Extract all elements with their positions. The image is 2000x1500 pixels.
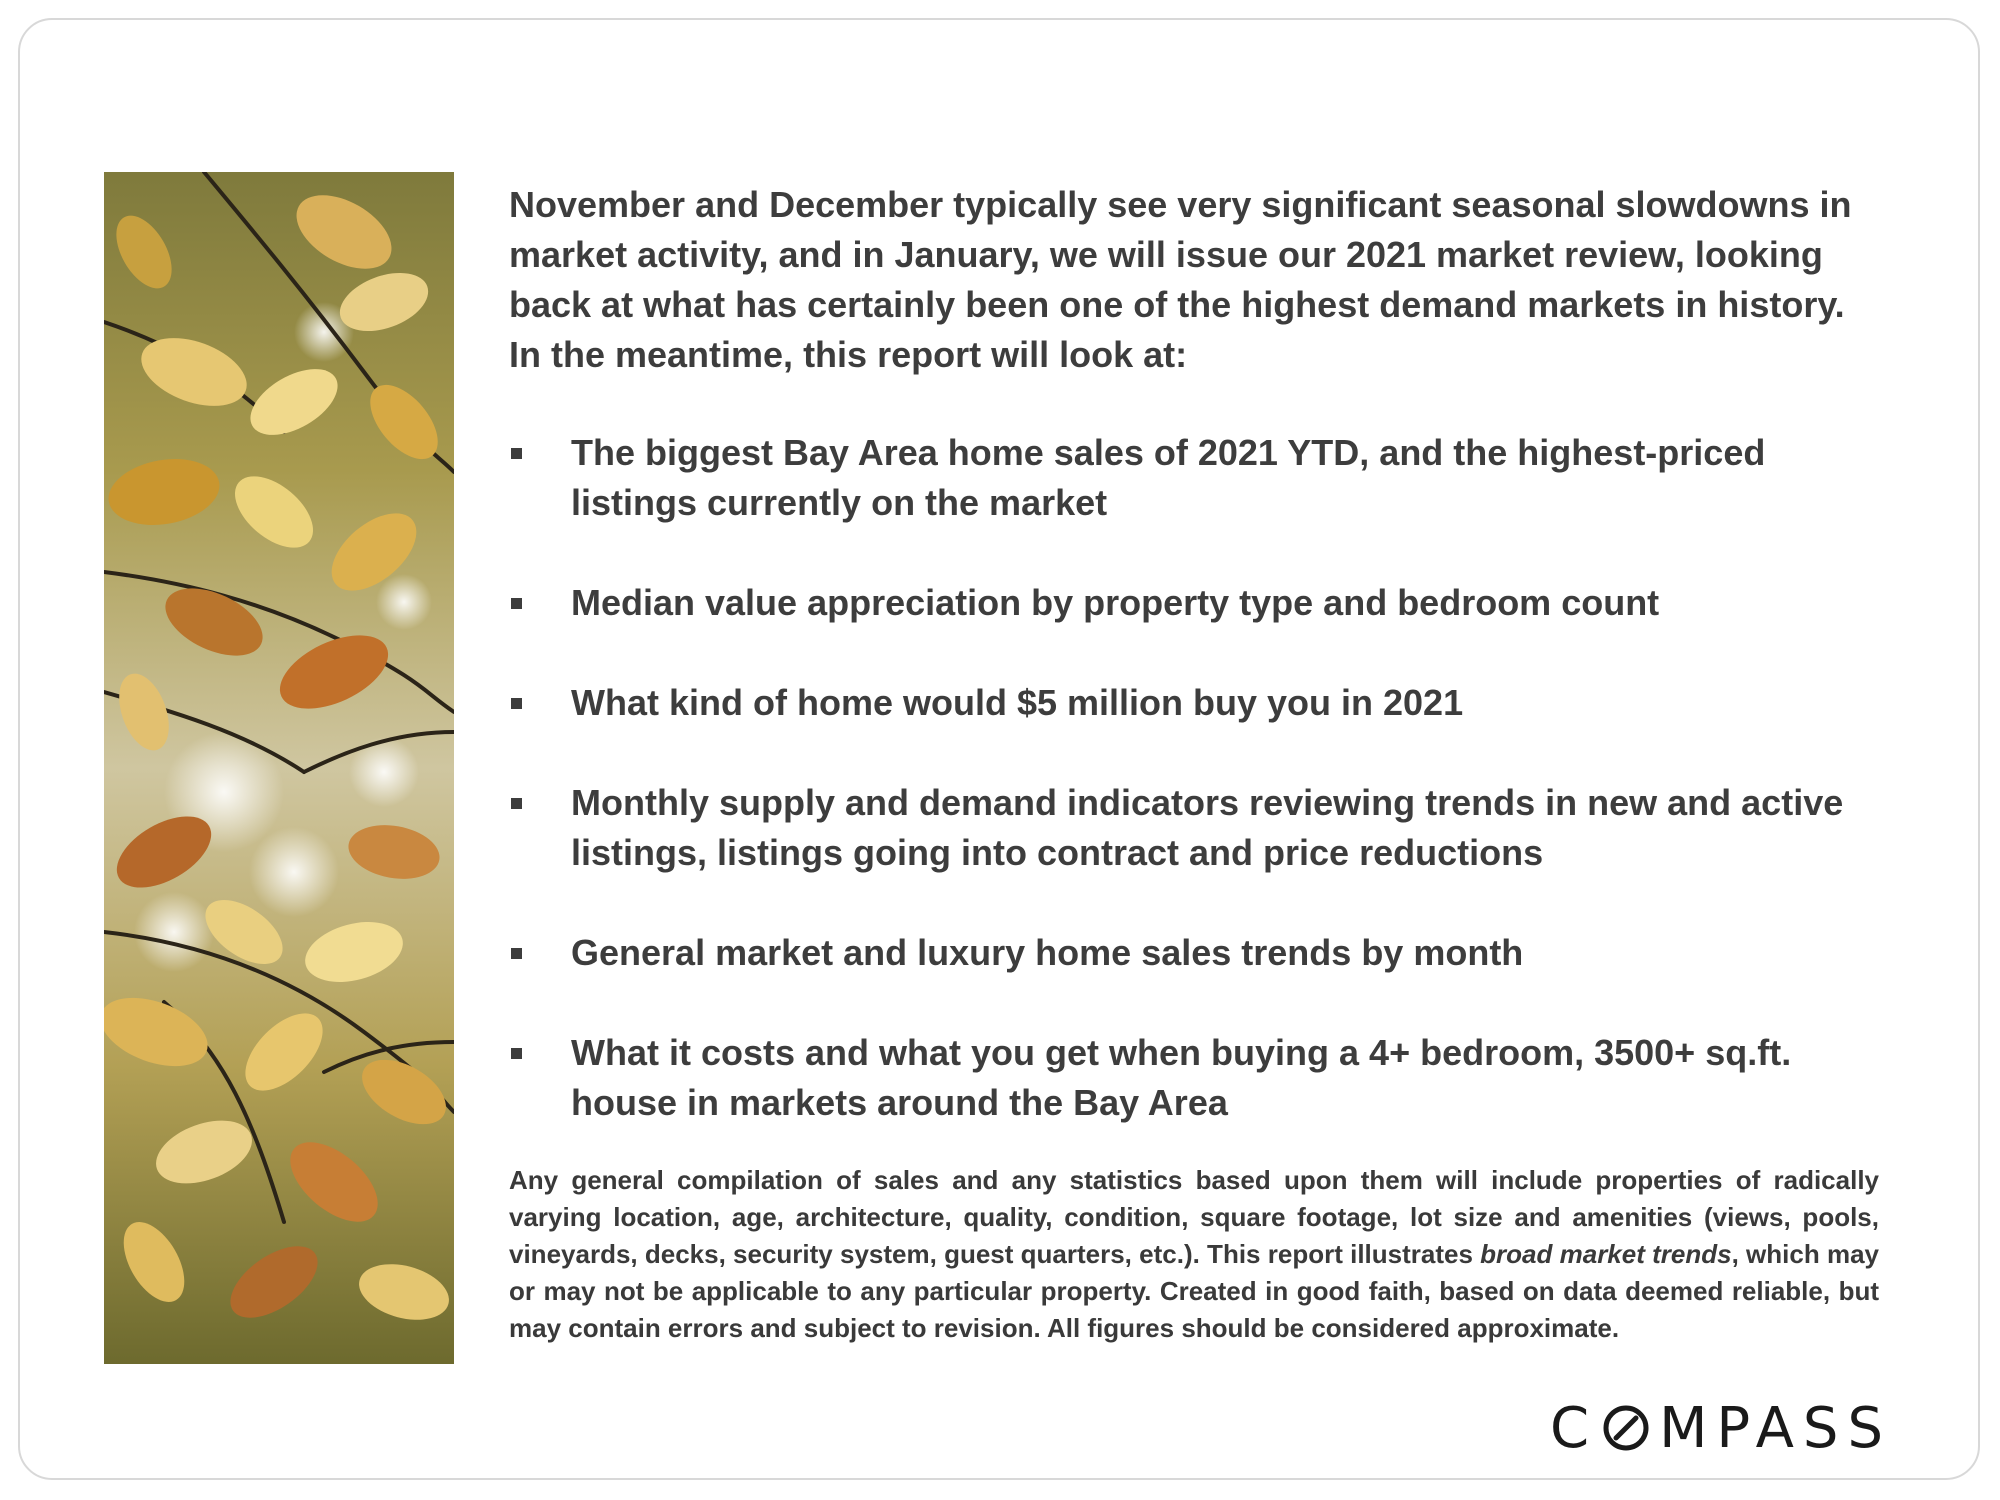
topic-item xyxy=(509,678,1879,728)
square-bullet-icon xyxy=(511,598,522,609)
topic-item xyxy=(509,1028,1879,1128)
disclaimer-text xyxy=(509,1162,1879,1347)
square-bullet-icon xyxy=(511,1048,522,1059)
logo-suffix: MPASS xyxy=(1659,1395,1893,1461)
square-bullet-icon xyxy=(511,798,522,809)
autumn-leaves-image xyxy=(104,172,454,1364)
slide-frame xyxy=(18,18,1980,1480)
compass-o-icon xyxy=(1602,1404,1650,1452)
topic-item xyxy=(509,928,1879,978)
topic-item xyxy=(509,578,1879,628)
square-bullet-icon xyxy=(511,698,522,709)
compass-logo xyxy=(1550,1395,1893,1461)
topic-text: Monthly supply and demand indicators reviewing trends in new and active listings, listings going into contract and price reductions xyxy=(571,782,1844,873)
square-bullet-icon xyxy=(511,948,522,959)
topic-item xyxy=(509,778,1879,878)
topic-text: The biggest Bay Area home sales of 2021 YTD, and the highest-priced listings currently on the market xyxy=(571,432,1766,523)
topics-list xyxy=(509,428,1879,1128)
autumn-leaves-illustration xyxy=(104,172,454,1364)
square-bullet-icon xyxy=(511,448,522,459)
disclaimer-emphasis: broad market trends xyxy=(1480,1239,1732,1269)
disclaimer-part-1: Any general compilation of sales and any statistics based upon them will include properties of radically varying location, age, architecture, quality, condition, square footage, lot size and amenities (views, pools, vineyards, decks, security system, guest quarters, etc.). This report illustrates xyxy=(509,1165,1879,1269)
logo-prefix: C xyxy=(1550,1395,1599,1461)
topic-text: Median value appreciation by property type and bedroom count xyxy=(571,582,1660,623)
intro-paragraph: November and December typically see very significant seasonal slowdowns in market activity, and in January, we will issue our 2021 market review, looking back at what has certainly been one of the highest demand markets in history. In the meantime, this report will look at: xyxy=(509,184,1852,375)
disclaimer-part-2: , which may or may not be applicable to any particular property. Created in good faith, based on data deemed reliable, but may contain errors and subject to revision. All figures should be considered approximate. xyxy=(509,1239,1879,1343)
topic-item xyxy=(509,428,1879,528)
topic-text: What it costs and what you get when buying a 4+ bedroom, 3500+ sq.ft. house in markets around the Bay Area xyxy=(571,1032,1792,1123)
report-contents xyxy=(509,180,1879,1347)
topic-text: What kind of home would $5 million buy you in 2021 xyxy=(571,682,1464,723)
topic-text: General market and luxury home sales trends by month xyxy=(571,932,1524,973)
